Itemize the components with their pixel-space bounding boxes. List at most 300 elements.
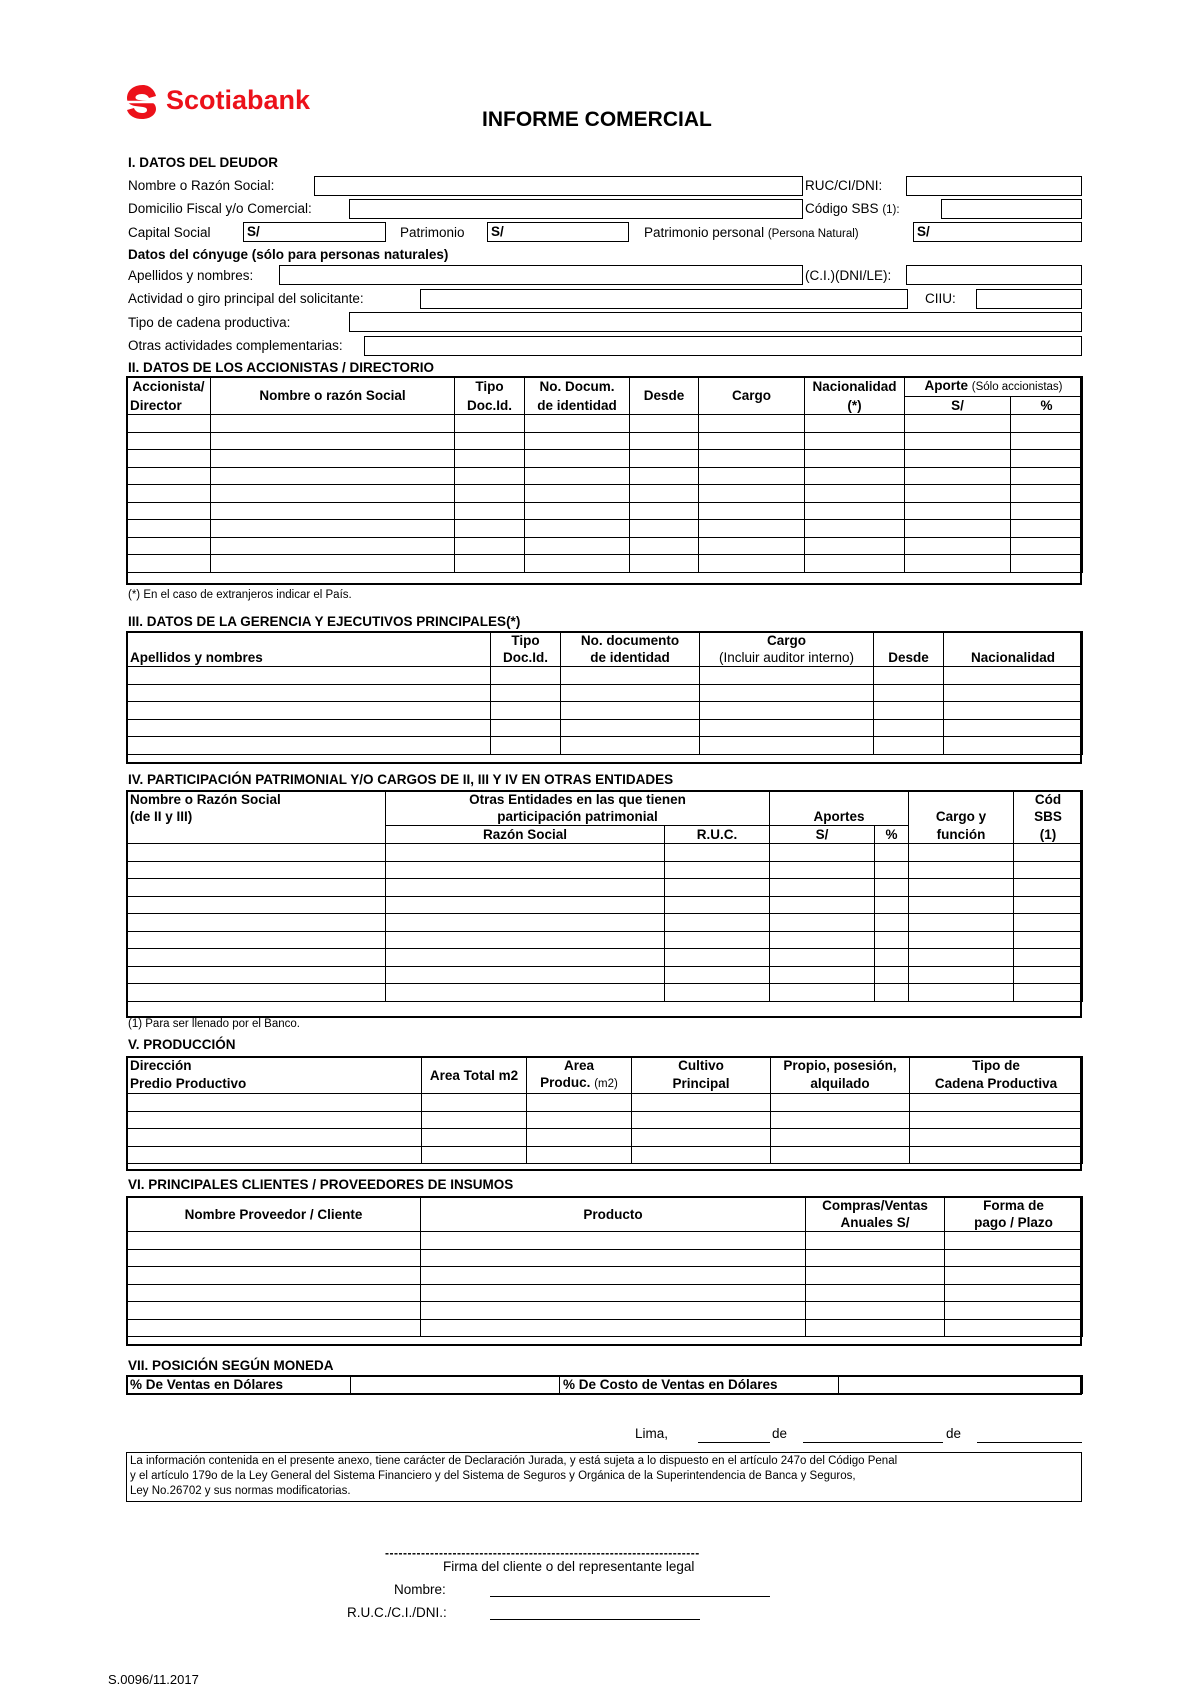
table-cell[interactable] (127, 415, 211, 433)
table-cell[interactable] (944, 719, 1083, 737)
table-cell[interactable] (910, 1111, 1083, 1129)
patrimonio-currency: S/ (491, 224, 504, 239)
h-area-prod-text: Produc. (540, 1075, 591, 1090)
table-cell[interactable] (944, 684, 1083, 702)
table-cell[interactable] (806, 1319, 945, 1337)
table-cell[interactable] (127, 1249, 421, 1267)
table-cell[interactable] (909, 949, 1014, 967)
table-cell[interactable] (127, 931, 386, 949)
table-cell[interactable] (1014, 879, 1083, 897)
table-cell[interactable] (630, 467, 699, 485)
table-cell[interactable] (525, 415, 630, 433)
lima-label: Lima, (635, 1426, 669, 1441)
h-cultivo-2: Principal (632, 1074, 771, 1094)
table-cell[interactable] (770, 966, 875, 984)
table-cell[interactable] (700, 702, 874, 720)
section-6-heading: VI. PRINCIPALES CLIENTES / PROVEEDORES DE INSUMOS (128, 1177, 514, 1192)
table-cell[interactable] (909, 966, 1014, 984)
table-cell[interactable] (386, 984, 665, 1002)
table-cell[interactable] (771, 1129, 910, 1147)
table-cell[interactable] (909, 879, 1014, 897)
table-cell[interactable] (806, 1249, 945, 1267)
table-cell[interactable] (1011, 450, 1083, 468)
table-cell[interactable] (127, 432, 211, 450)
table-cell[interactable] (874, 737, 944, 755)
costo-dolares-input[interactable] (839, 1376, 1083, 1394)
table-cell[interactable] (700, 667, 874, 685)
patrimonio-personal-input[interactable] (913, 222, 1082, 242)
h-otras: Otras Entidades en las que tienen (386, 791, 770, 809)
actividad-label: Actividad o giro principal del solicitante: (128, 291, 364, 306)
table-cell[interactable] (455, 450, 525, 468)
firma-label: Firma del cliente o del representante legal (443, 1559, 695, 1574)
table-cell[interactable] (525, 432, 630, 450)
table-cell[interactable] (127, 844, 386, 862)
table-cell[interactable] (945, 1232, 1083, 1250)
table-cell[interactable] (699, 415, 805, 433)
table-cell[interactable] (127, 485, 211, 503)
table-cell[interactable] (665, 984, 770, 1002)
table-cell[interactable] (561, 719, 700, 737)
table-cell[interactable] (874, 684, 944, 702)
patrimonio-input[interactable] (487, 222, 629, 242)
table-cell[interactable] (1011, 537, 1083, 555)
table-cell[interactable] (806, 1267, 945, 1285)
table-cell[interactable] (945, 1267, 1083, 1285)
table-cell[interactable] (127, 502, 211, 520)
table-row (127, 432, 1083, 450)
domicilio-input[interactable] (349, 199, 803, 219)
table-cell[interactable] (805, 450, 905, 468)
date-month-line[interactable] (803, 1427, 943, 1443)
table-cell[interactable] (491, 667, 561, 685)
table-cell[interactable] (455, 432, 525, 450)
table-cell[interactable] (127, 861, 386, 879)
table-cell[interactable] (386, 861, 665, 879)
table-cell[interactable] (127, 914, 386, 932)
table-cell[interactable] (905, 432, 1011, 450)
table-cell[interactable] (770, 844, 875, 862)
table-cell[interactable] (561, 737, 700, 755)
cadena-input[interactable] (349, 312, 1082, 332)
table-cell[interactable] (421, 1284, 806, 1302)
table-cell[interactable] (421, 1319, 806, 1337)
table-cell[interactable] (127, 1232, 421, 1250)
table-cell[interactable] (211, 485, 455, 503)
table-cell[interactable] (805, 415, 905, 433)
table-cell[interactable] (211, 450, 455, 468)
table-cell[interactable] (875, 949, 909, 967)
section-4-heading: IV. PARTICIPACIÓN PATRIMONIAL Y/O CARGOS DE II, III Y IV EN OTRAS ENTIDADES (128, 772, 674, 787)
table-cell[interactable] (805, 537, 905, 555)
declaration-line-1: La información contenida en el presente anexo, tiene carácter de Declaración Jurada, y está sujeta a lo dispuesto en el artículo 247o del Código Penal (130, 1455, 898, 1467)
table-cell[interactable] (455, 555, 525, 573)
table-cell[interactable] (875, 844, 909, 862)
table-cell[interactable] (1014, 984, 1083, 1002)
table-cell[interactable] (805, 555, 905, 573)
h-apellidos: Apellidos y nombres (127, 649, 491, 667)
h-area-total: Area Total m2 (422, 1057, 527, 1094)
table-cell[interactable] (630, 555, 699, 573)
table-cell[interactable] (127, 537, 211, 555)
table-cell[interactable] (1014, 896, 1083, 914)
table-cell[interactable] (771, 1146, 910, 1164)
table-row (127, 1284, 1083, 1302)
table-cell[interactable] (699, 450, 805, 468)
table-cell[interactable] (1014, 949, 1083, 967)
table-cell[interactable] (455, 415, 525, 433)
table-cell[interactable] (1014, 914, 1083, 932)
nombre-input[interactable] (314, 176, 803, 196)
table-cell[interactable] (1011, 467, 1083, 485)
table-cell[interactable] (875, 914, 909, 932)
table-cell[interactable] (699, 432, 805, 450)
table-cell[interactable] (386, 966, 665, 984)
table-cell[interactable] (805, 432, 905, 450)
h-nodoc: No. documento (561, 632, 700, 650)
table-cell[interactable] (632, 1094, 771, 1112)
table-cell[interactable] (127, 1094, 422, 1112)
table-cell[interactable] (665, 914, 770, 932)
page-title: INFORME COMERCIAL (482, 108, 712, 131)
table-cell[interactable] (1011, 432, 1083, 450)
table-row (127, 1129, 1083, 1147)
table-cell[interactable] (909, 914, 1014, 932)
table-cell[interactable] (527, 1129, 632, 1147)
table-cell[interactable] (910, 1146, 1083, 1164)
table-cell[interactable] (665, 879, 770, 897)
table-cell[interactable] (491, 719, 561, 737)
table-row (127, 914, 1083, 932)
table-cell[interactable] (806, 1232, 945, 1250)
table-cell[interactable] (944, 737, 1083, 755)
table-cell[interactable] (632, 1129, 771, 1147)
table-row (127, 1249, 1083, 1267)
table-cell[interactable] (875, 896, 909, 914)
table-cell[interactable] (806, 1284, 945, 1302)
table-cell[interactable] (699, 520, 805, 538)
table-row (127, 896, 1083, 914)
table-cell[interactable] (630, 537, 699, 555)
persona-natural-note: (Persona Natural) (767, 228, 859, 240)
table-cell[interactable] (127, 719, 491, 737)
table-cell[interactable] (211, 555, 455, 573)
table-cell[interactable] (665, 931, 770, 949)
table-cell[interactable] (525, 467, 630, 485)
otras-input[interactable] (364, 336, 1082, 356)
table-cell[interactable] (665, 966, 770, 984)
cadena-label: Tipo de cadena productiva: (128, 315, 291, 330)
table-cell[interactable] (1011, 415, 1083, 433)
table-cell[interactable] (561, 667, 700, 685)
table-cell[interactable] (1014, 966, 1083, 984)
table-cell[interactable] (945, 1319, 1083, 1337)
ci-label: (C.I.)(DNI/LE): (805, 268, 892, 283)
table-cell[interactable] (127, 1267, 421, 1285)
table-cell[interactable] (875, 931, 909, 949)
ciiu-input[interactable] (976, 289, 1082, 309)
table-cell[interactable] (1011, 502, 1083, 520)
table-cell[interactable] (905, 415, 1011, 433)
table-cell[interactable] (770, 984, 875, 1002)
table-cell[interactable] (770, 879, 875, 897)
sbs-input[interactable] (941, 199, 1082, 219)
table-cell[interactable] (944, 667, 1083, 685)
table-cell[interactable] (905, 485, 1011, 503)
table-cell[interactable] (525, 555, 630, 573)
table-cell[interactable] (386, 844, 665, 862)
table-cell[interactable] (770, 949, 875, 967)
h-forma-2: pago / Plazo (945, 1214, 1083, 1232)
table-cell[interactable] (421, 1249, 806, 1267)
table-cell[interactable] (1011, 485, 1083, 503)
table-cell[interactable] (910, 1094, 1083, 1112)
table-cell[interactable] (127, 879, 386, 897)
table-cell[interactable] (806, 1302, 945, 1320)
table-cell[interactable] (127, 555, 211, 573)
table-cell[interactable] (127, 984, 386, 1002)
gerencia-rows (127, 667, 1083, 755)
section-1-heading: I. DATOS DEL DEUDOR (128, 155, 279, 170)
table-cell[interactable] (910, 1129, 1083, 1147)
table-cell[interactable] (386, 949, 665, 967)
table-cell[interactable] (945, 1249, 1083, 1267)
capital-input[interactable] (243, 222, 386, 242)
table-cell[interactable] (909, 861, 1014, 879)
table-row (127, 844, 1083, 862)
table-cell[interactable] (905, 520, 1011, 538)
table-cell[interactable] (699, 485, 805, 503)
table-cell[interactable] (491, 702, 561, 720)
h-aporte-text: Aporte (924, 378, 968, 393)
table-cell[interactable] (127, 1129, 422, 1147)
table-cell[interactable] (874, 719, 944, 737)
table-cell[interactable] (127, 1146, 422, 1164)
table-cell[interactable] (1014, 844, 1083, 862)
table-cell[interactable] (211, 537, 455, 555)
table-cell[interactable] (770, 931, 875, 949)
table-cell[interactable] (909, 844, 1014, 862)
table-cell[interactable] (491, 684, 561, 702)
table-cell[interactable] (127, 1319, 421, 1337)
ventas-dolares-input[interactable] (351, 1376, 560, 1394)
table-cell[interactable] (525, 450, 630, 468)
h-aporte-note: (Sólo accionistas) (971, 381, 1063, 393)
table-cell[interactable] (527, 1146, 632, 1164)
table-cell[interactable] (770, 914, 875, 932)
table-cell[interactable] (665, 861, 770, 879)
table-cell[interactable] (770, 896, 875, 914)
table-cell[interactable] (421, 1267, 806, 1285)
ciiu-label: CIIU: (925, 291, 956, 306)
table-cell[interactable] (632, 1146, 771, 1164)
table-row (127, 450, 1083, 468)
table-cell[interactable] (525, 502, 630, 520)
table-cell[interactable] (127, 896, 386, 914)
table-cell[interactable] (386, 879, 665, 897)
table-cell[interactable] (127, 1284, 421, 1302)
table-cell[interactable] (630, 520, 699, 538)
table-cell[interactable] (909, 984, 1014, 1002)
table-cell[interactable] (905, 537, 1011, 555)
table-cell[interactable] (945, 1302, 1083, 1320)
ruc-firma-line[interactable] (490, 1604, 700, 1620)
table-cell[interactable] (127, 520, 211, 538)
table-cell[interactable] (905, 450, 1011, 468)
table-cell[interactable] (665, 844, 770, 862)
h-cargo: Cargo y (909, 808, 1014, 826)
h-nodoc: No. Docum. (525, 377, 630, 397)
table-cell[interactable] (874, 667, 944, 685)
table-cell[interactable] (211, 502, 455, 520)
table-cell[interactable] (527, 1111, 632, 1129)
table-cell[interactable] (422, 1129, 527, 1147)
actividad-input[interactable] (420, 289, 908, 309)
table-cell[interactable] (632, 1111, 771, 1129)
table-cell[interactable] (421, 1232, 806, 1250)
h-tipo-2: Doc.Id. (491, 649, 561, 667)
capital-label: Capital Social (128, 225, 211, 240)
table-cell[interactable] (525, 520, 630, 538)
table-cell[interactable] (127, 1111, 422, 1129)
table-cell[interactable] (805, 520, 905, 538)
table-cell[interactable] (771, 1094, 910, 1112)
table-cell[interactable] (805, 467, 905, 485)
participacion-rows (127, 844, 1083, 1002)
table-row (127, 1111, 1083, 1129)
table-cell[interactable] (630, 485, 699, 503)
table-cell[interactable] (127, 667, 491, 685)
table-cell[interactable] (422, 1094, 527, 1112)
table-cell[interactable] (422, 1111, 527, 1129)
table-cell[interactable] (455, 502, 525, 520)
patrimonio-personal-label (644, 225, 859, 240)
otras-label: Otras actividades complementarias: (128, 338, 343, 353)
table-cell[interactable] (945, 1284, 1083, 1302)
h-nodoc-2: de identidad (561, 649, 700, 667)
de-label-2: de (946, 1426, 962, 1441)
table-row (127, 702, 1083, 720)
table-cell[interactable] (421, 1302, 806, 1320)
h-nacionalidad-2: (*) (805, 397, 905, 415)
table-cell[interactable] (1014, 931, 1083, 949)
table-cell[interactable] (527, 1094, 632, 1112)
table-cell[interactable] (127, 737, 491, 755)
table-cell[interactable] (875, 879, 909, 897)
ruc-input[interactable] (906, 176, 1082, 196)
accionistas-table (126, 376, 1083, 573)
table-cell[interactable] (905, 555, 1011, 573)
table-cell[interactable] (909, 931, 1014, 949)
table-cell[interactable] (630, 432, 699, 450)
table-cell[interactable] (127, 949, 386, 967)
table-cell[interactable] (561, 684, 700, 702)
table-cell[interactable] (525, 537, 630, 555)
table-cell[interactable] (455, 485, 525, 503)
h-forma: Forma de (945, 1197, 1083, 1215)
h-cultivo: Cultivo (632, 1057, 771, 1075)
table-cell[interactable] (386, 931, 665, 949)
table-row (127, 966, 1083, 984)
table-cell[interactable] (491, 737, 561, 755)
table-cell[interactable] (805, 485, 905, 503)
table-cell[interactable] (127, 966, 386, 984)
table-cell[interactable] (211, 432, 455, 450)
table-cell[interactable] (700, 684, 874, 702)
date-day-line[interactable] (698, 1427, 770, 1443)
table-cell[interactable] (665, 896, 770, 914)
h-cod-2: SBS (1014, 808, 1083, 826)
table-cell[interactable] (905, 502, 1011, 520)
declaration-box (126, 1452, 1082, 1502)
date-year-line[interactable] (977, 1427, 1082, 1443)
nombre-firma-line[interactable] (490, 1581, 770, 1597)
table-cell[interactable] (127, 1302, 421, 1320)
table-cell[interactable] (127, 450, 211, 468)
table-cell[interactable] (127, 467, 211, 485)
table-cell[interactable] (211, 467, 455, 485)
table-cell[interactable] (1014, 861, 1083, 879)
table-cell[interactable] (127, 702, 491, 720)
table-cell[interactable] (875, 984, 909, 1002)
sbs-label (805, 201, 900, 216)
apellidos-input[interactable] (279, 265, 803, 285)
table-cell[interactable] (699, 502, 805, 520)
table-cell[interactable] (630, 450, 699, 468)
table-cell[interactable] (665, 949, 770, 967)
h-area-prod: Area (527, 1057, 632, 1075)
table-cell[interactable] (525, 485, 630, 503)
table-cell[interactable] (455, 537, 525, 555)
signature-dashes: ---------------------------------------------------------------------- (385, 1546, 700, 1560)
table-cell[interactable] (700, 737, 874, 755)
table-cell[interactable] (770, 861, 875, 879)
table-cell[interactable] (386, 896, 665, 914)
table-cell[interactable] (875, 861, 909, 879)
table-cell[interactable] (455, 467, 525, 485)
table-cell[interactable] (127, 684, 491, 702)
clientes-table (126, 1196, 1083, 1337)
table-cell[interactable] (630, 502, 699, 520)
h-area-prod-unit: (m2) (594, 1078, 618, 1090)
table-cell[interactable] (1011, 555, 1083, 573)
ci-input[interactable] (906, 265, 1082, 285)
brand-name: Scotiabank (166, 85, 311, 115)
table-cell[interactable] (561, 702, 700, 720)
table-cell[interactable] (211, 520, 455, 538)
table-cell[interactable] (386, 914, 665, 932)
participacion-table (126, 790, 1083, 1002)
table-cell[interactable] (700, 719, 874, 737)
produccion-rows (127, 1094, 1083, 1164)
table-cell[interactable] (771, 1111, 910, 1129)
table-cell[interactable] (905, 467, 1011, 485)
table-cell[interactable] (630, 415, 699, 433)
table-cell[interactable] (699, 537, 805, 555)
table-cell[interactable] (699, 467, 805, 485)
table-cell[interactable] (1011, 520, 1083, 538)
table-cell[interactable] (909, 896, 1014, 914)
table-cell[interactable] (875, 966, 909, 984)
table-cell[interactable] (874, 702, 944, 720)
table-cell[interactable] (422, 1146, 527, 1164)
table-cell[interactable] (455, 520, 525, 538)
table-cell[interactable] (944, 702, 1083, 720)
table-cell[interactable] (699, 555, 805, 573)
costo-dolares-label: % De Costo de Ventas en Dólares (560, 1376, 839, 1394)
table-cell[interactable] (805, 502, 905, 520)
table-cell[interactable] (211, 415, 455, 433)
